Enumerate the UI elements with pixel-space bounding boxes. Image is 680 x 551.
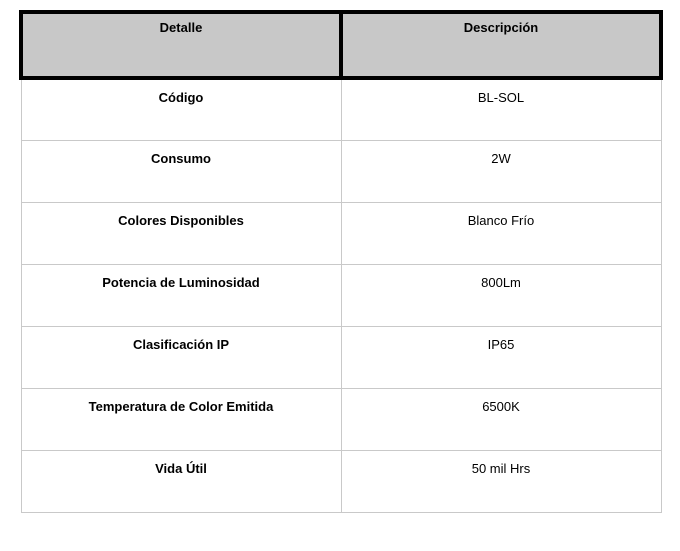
- row-value: 2W: [341, 140, 661, 202]
- row-label: Clasificación IP: [21, 326, 341, 388]
- row-value: BL-SOL: [341, 78, 661, 140]
- row-label: Colores Disponibles: [21, 202, 341, 264]
- row-label: Vida Útil: [21, 450, 341, 512]
- row-value: 6500K: [341, 388, 661, 450]
- table-row: [21, 140, 661, 202]
- table-row: [21, 202, 661, 264]
- row-label: Consumo: [21, 140, 341, 202]
- row-value: 50 mil Hrs: [341, 450, 661, 512]
- header-row: [21, 12, 661, 78]
- row-label: Temperatura de Color Emitida: [21, 388, 341, 450]
- table-row: [21, 388, 661, 450]
- table-row: [21, 264, 661, 326]
- header-description: Descripción: [341, 12, 661, 78]
- table-row: [21, 450, 661, 512]
- spec-table: [19, 10, 663, 513]
- row-value: IP65: [341, 326, 661, 388]
- row-value: Blanco Frío: [341, 202, 661, 264]
- row-label: Potencia de Luminosidad: [21, 264, 341, 326]
- table-row: [21, 326, 661, 388]
- row-label: Código: [21, 78, 341, 140]
- row-value: 800Lm: [341, 264, 661, 326]
- table-row: [21, 78, 661, 140]
- header-detail: Detalle: [21, 12, 341, 78]
